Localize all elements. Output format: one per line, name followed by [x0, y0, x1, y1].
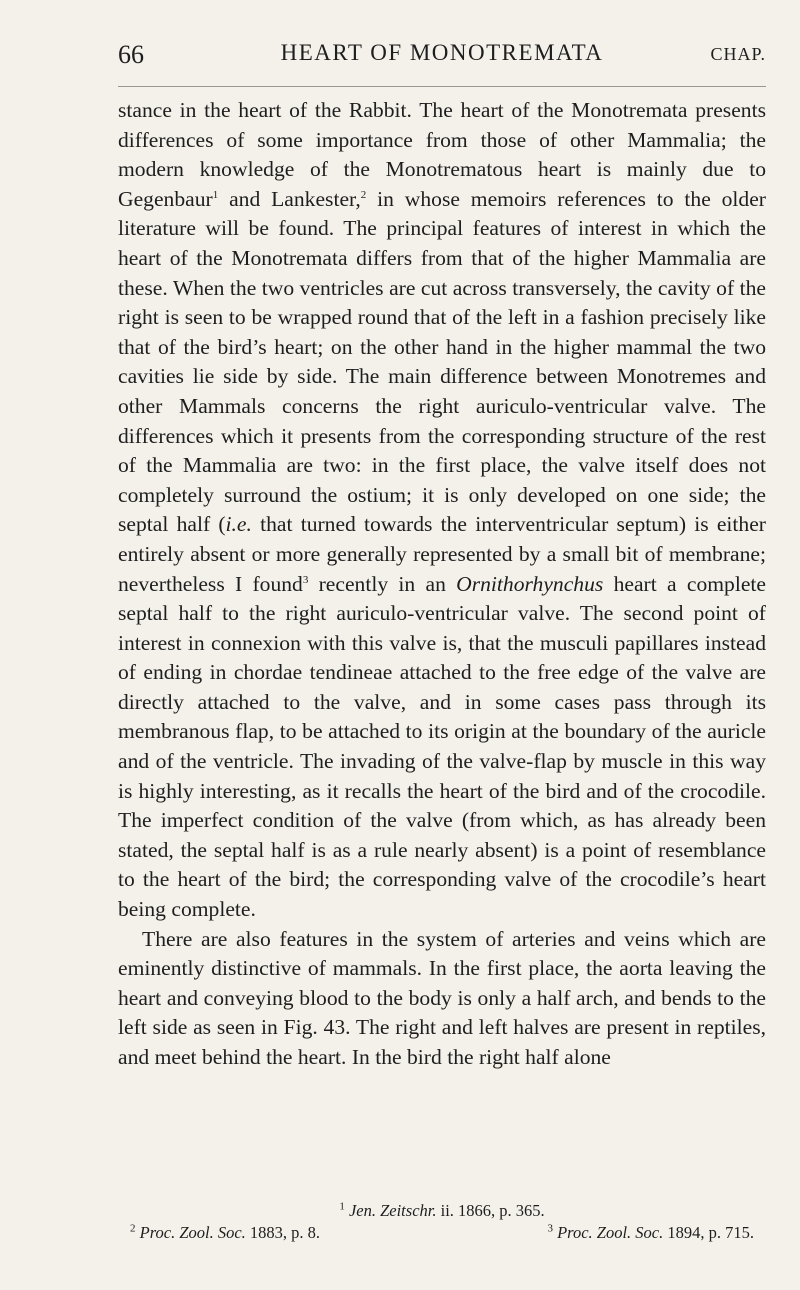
footnote-mark: 1: [339, 1200, 345, 1213]
text-segment: heart a complete septal half to the right auriculo-ventricular valve. The second point of interest in connexion with this valve is, that the musculi papillares instead of ending in chordae tendineae attached to the free edge of the valve are directly attached to the valve, and in some cases pass through its membranous flap, to be attached to its origin at the boundary of the auricle and of the ventricle. The invading of the valve-flap by muscle in this way is highly interesting, as it recalls the heart of the bird and of the crocodile. The imperfect condition of the valve (from which, as has already been stated, the septal half is as a rule nearly absent) is a point of resemblance to the heart of the bird; the corresponding valve of the crocodile’s heart being complete.: [118, 571, 767, 922]
text-segment: in whose memoirs references to the older literature will be found. The principal features of interest in which the heart of the Monotremata differs from that of the higher Mammalia are these. When the two ventricles are cut across transversely, the cavity of the right is seen to be wrapped round that of the left in a fashion precisely like that of the bird’s heart; on the other hand in the higher mammal the two cavities lie side by side. The main difference between Monotremes and other Mammals concerns the right auriculo-ventricular valve. The differences which it presents from the corresponding structure of the rest of the Mammalia are two: in the first place, the valve itself does not completely surround the ostium; it is only developed on one side; the septal half (: [118, 186, 766, 537]
journal-name: Proc. Zool. Soc.: [139, 1223, 246, 1242]
paragraph-2: There are also features in the system of arteries and veins which are eminently distinctive of mammals. In the first place, the aorta leaving the heart and conveying blood to the body is only a half arch, and bends to the left side as seen in Fig. 43. The right and left halves are present in reptiles, and meet behind the heart. In the bird the right half alone: [118, 926, 766, 1069]
genus-name: Ornithorhynchus: [456, 571, 604, 596]
main-text: [118, 96, 766, 1073]
running-header: [118, 40, 766, 80]
citation: 1883, p. 8.: [245, 1223, 321, 1242]
footnote-ref-1: 1: [212, 188, 219, 201]
footnote-2: [130, 1222, 320, 1244]
citation: 1894, p. 715.: [663, 1223, 754, 1242]
text-segment: and Lankester,: [218, 186, 361, 211]
chapter-abbrev: CHAP.: [710, 44, 766, 64]
footnote-ref-3: 3: [302, 573, 309, 586]
page-number: 66: [118, 40, 144, 69]
journal-name: Jen. Zeitschr.: [348, 1201, 437, 1220]
citation: ii. 1866, p. 365.: [436, 1201, 545, 1220]
footnote-3: [547, 1222, 754, 1244]
ie-abbrev: i.e.: [225, 512, 252, 537]
text-segment: that turned towards the interventricular septum) is either entirely absent or more generally represented by a small bit of membrane; nevertheless I found: [118, 512, 766, 596]
footnote-mark: 2: [130, 1222, 136, 1235]
running-title: HEART OF MONOTREMATA: [280, 40, 604, 65]
footnote-row: [118, 1222, 766, 1244]
footnote-ref-2: 2: [360, 188, 367, 201]
footnotes: [118, 1200, 766, 1244]
footnote-mark: 3: [547, 1222, 553, 1235]
footnote-1: [118, 1200, 766, 1222]
paragraph-1: [118, 96, 766, 925]
text-segment: recently in an: [308, 571, 457, 596]
header-rule: [118, 86, 766, 87]
journal-name: Proc. Zool. Soc.: [557, 1223, 664, 1242]
text-segment: stance in the heart of the Rabbit. The heart of the Monotremata presents differences of some importance from those of other Mammalia; the modern knowledge of the Monotrematous heart is mainly due to Gegenbaur: [118, 98, 766, 211]
